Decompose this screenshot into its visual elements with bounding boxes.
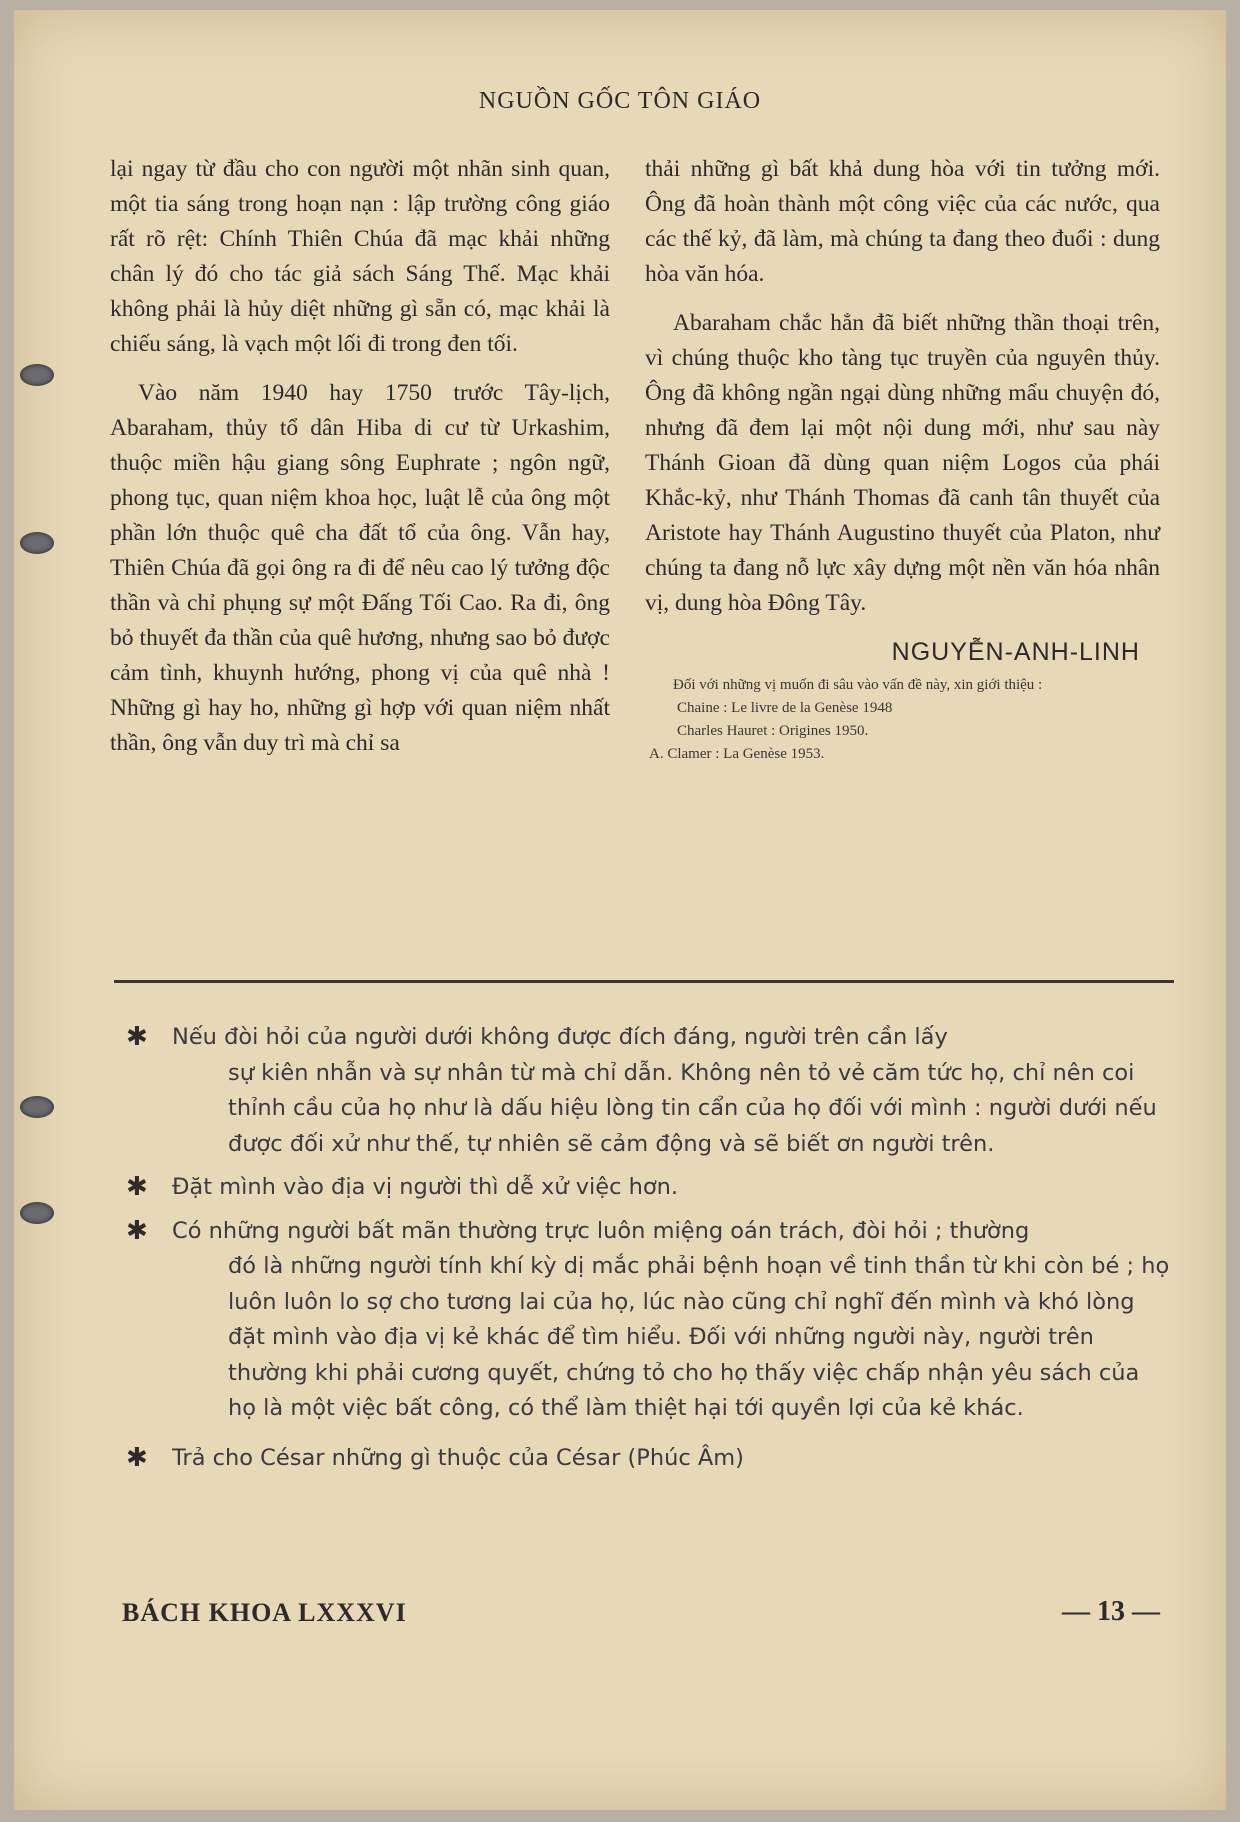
paragraph: thải những gì bất khả dung hòa với tin tưởng mới. Ông đã hoàn thành một công việc của các nước, qua các thế kỷ, đã làm, mà chúng ta đang theo đuổi : dung hòa văn hóa. (645, 156, 1160, 287)
paragraph: Vào năm 1940 hay 1750 trước Tây-lịch, Abaraham, thủy tổ dân Hiba di cư từ Urkashim, thuộc miền hậu giang sông Euphrate ; ngôn ngữ, phong tục, quan niệm khoa học, luật lễ của ông một phần lớn thuộc quê cha đất tổ của ông. Vẫn hay, Thiên Chúa đã gọi ông ra đi để nêu cao lý tưởng độc thần và chỉ phụng sự một Đấng Tối Cao. Ra đi, ông bỏ thuyết đa thần của quê hương, nhưng sao bỏ được cảm tình, khuynh hướng, phong vị của quê nhà ! Những gì hay ho, những gì hợp với quan niệm nhất thần, ông vẫn duy trì mà chỉ sa (110, 380, 610, 756)
reference-item: A. Clamer : La Genèse 1953. (649, 746, 825, 762)
maxim-first-line: Nếu đòi hỏi của người dưới không được đích đáng, người trên cần lấy (172, 1024, 948, 1050)
punch-hole (20, 1096, 54, 1118)
paragraph: lại ngay từ đầu cho con người một nhãn sinh quan, một tia sáng trong hoạn nạn : lập trường công giáo rất rõ rệt: Chính Thiên Chúa đã mạc khải những chân lý đó cho tác giả sách Sáng Thế. Mạc khải không phải là hủy diệt những gì sẵn có, mạc khải là chiếu sáng, là vạch một lối đi trong đen tối. (110, 156, 610, 357)
maxim-item (124, 1214, 1174, 1427)
maxim-item (124, 1170, 1174, 1206)
star-bullet-icon: ✱ (126, 1022, 148, 1052)
maxim-first-line: Có những người bất mãn thường trực luôn miệng oán trách, đòi hỏi ; thường (172, 1217, 1030, 1244)
star-bullet-icon: ✱ (126, 1442, 148, 1473)
paragraph: Abaraham chắc hẳn đã biết những thần thoại trên, vì chúng thuộc kho tàng tục truyền của nguyên thủy. Ông đã không ngần ngại dùng những mẩu chuyện đó, nhưng đã đem lại một nội dung mới, như sau này Thánh Gioan đã dùng quan niệm Logos của phái Khắc-kỷ, như Thánh Thomas đã canh tân thuyết của Aristote hay Thánh Augustino thuyết của Platon, như chúng ta đang nỗ lực xây dựng một nền văn hóa nhân vị, dung hòa Đông Tây. (645, 310, 1160, 616)
publication-name: BÁCH KHOA LXXXVI (122, 1598, 407, 1627)
right-column (645, 152, 1160, 766)
maxim-item (124, 1020, 1174, 1162)
section-divider (114, 980, 1174, 983)
maxim-continuation: đó là những người tính khí kỳ dị mắc phải bệnh hoạn về tinh thần từ khi còn bé ; họ luôn luôn lo sợ cho tương lai của họ, lúc nào cũng chỉ nghĩ đến mình và khó lòng đặt mình vào địa vị kẻ khác để tìm hiểu. Đối với những người này, người trên thường khi phải cương quyết, chứng tỏ cho họ thấy việc chấp nhận yêu sách của họ là một việc bất công, có thể làm thiệt hại tới quyền lợi của kẻ khác. (228, 1253, 1170, 1421)
punch-hole (20, 364, 54, 386)
reference-item: Charles Hauret : Origines 1950. (677, 723, 869, 739)
maxim-first-line: Trả cho César những gì thuộc của César (Phúc Âm) (172, 1444, 744, 1471)
star-bullet-icon: ✱ (126, 1215, 148, 1246)
maxim-first-line: Đặt mình vào địa vị người thì dễ xử việc hơn. (172, 1174, 679, 1200)
maxim-item (124, 1441, 1174, 1477)
references-intro: Đối với những vị muốn đi sâu vào vấn đề này, xin giới thiệu : (673, 677, 1043, 693)
references (645, 674, 1160, 766)
maxim-continuation: sự kiên nhẫn và sự nhân từ mà chỉ dẫn. Không nên tỏ vẻ căm tức họ, chỉ nên coi thỉnh cầu của họ như là dấu hiệu lòng tin cẩn của họ đối với mình : người dưới nếu được đối xử như thế, tự nhiên sẽ cảm động và sẽ biết ơn người trên. (228, 1059, 1157, 1157)
magazine-page (14, 10, 1226, 1810)
star-bullet-icon: ✱ (126, 1172, 148, 1202)
left-column (110, 152, 610, 761)
running-head: NGUỒN GỐC TÔN GIÁO (478, 88, 762, 114)
maxims-list (124, 1020, 1174, 1484)
punch-hole (20, 1202, 54, 1224)
author-signature: NGUYỄN-ANH-LINH (891, 638, 1140, 666)
reference-item: Chaine : Le livre de la Genèse 1948 (677, 700, 893, 716)
punch-hole (20, 532, 54, 554)
page-number: — 13 — (1062, 1596, 1160, 1627)
